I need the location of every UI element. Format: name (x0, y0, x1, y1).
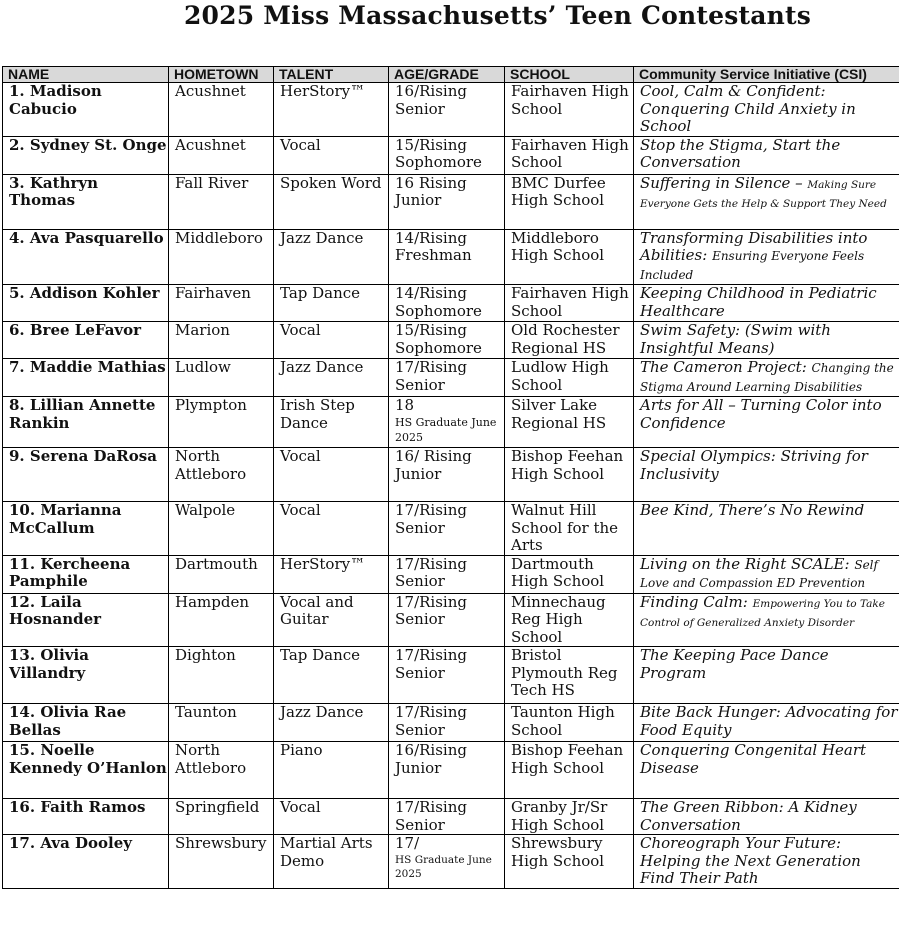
header-talent: TALENT (274, 67, 389, 83)
cell-name: 2. Sydney St. Onge (3, 136, 169, 174)
cell-school: Middleboro High School (505, 229, 634, 285)
cell-talent: Jazz Dance (274, 704, 389, 742)
cell-school: Fairhaven High School (505, 285, 634, 322)
cell-name: 1. Madison Cabucio (3, 83, 169, 137)
cell-name: 5. Addison Kohler (3, 285, 169, 322)
table-row (3, 397, 899, 448)
age-value: 17/ (395, 834, 420, 852)
age-note: HS Graduate June 2025 (395, 415, 497, 444)
cell-talent: HerStory™ (274, 83, 389, 137)
cell-csi: Bite Back Hunger: Advocating for Food Equity (634, 704, 899, 742)
cell-age-grade: 16 Rising Junior (389, 174, 505, 229)
cell-age-grade (389, 397, 505, 448)
age-value: 18 (395, 396, 415, 414)
cell-csi: Stop the Stigma, Start the Conversation (634, 136, 899, 174)
cell-talent: Tap Dance (274, 285, 389, 322)
cell-age-grade (389, 835, 505, 889)
cell-name: 7. Maddie Mathias (3, 359, 169, 397)
table-row (3, 285, 899, 322)
cell-age-grade: 17/Rising Senior (389, 799, 505, 835)
table-row (3, 742, 899, 799)
cell-school: Bishop Feehan High School (505, 742, 634, 799)
table-row (3, 448, 899, 502)
table-row (3, 83, 899, 137)
cell-csi: Swim Safety: (Swim with Insightful Means) (634, 322, 899, 359)
cell-hometown: North Attleboro (169, 448, 274, 502)
cell-name: 16. Faith Ramos (3, 799, 169, 835)
table-row (3, 799, 899, 835)
page-title: 2025 Miss Massachusetts’ Teen Contestants (183, 1, 812, 30)
cell-name: 9. Serena DaRosa (3, 448, 169, 502)
header-age-grade: AGE/GRADE (389, 67, 505, 83)
cell-name: 17. Ava Dooley (3, 835, 169, 889)
cell-age-grade: 16/Rising Junior (389, 742, 505, 799)
table-row (3, 835, 899, 889)
table-header-row (3, 67, 899, 83)
cell-talent: Piano (274, 742, 389, 799)
cell-age-grade: 15/Rising Sophomore (389, 322, 505, 359)
cell-school: Granby Jr/Sr High School (505, 799, 634, 835)
cell-talent: Jazz Dance (274, 359, 389, 397)
cell-talent: Vocal (274, 448, 389, 502)
table-row (3, 322, 899, 359)
cell-talent: Tap Dance (274, 647, 389, 704)
cell-talent: Irish Step Dance (274, 397, 389, 448)
cell-csi (634, 174, 899, 229)
table-row (3, 136, 899, 174)
cell-csi: Arts for All – Turning Color into Confidence (634, 397, 899, 448)
cell-hometown: Middleboro (169, 229, 274, 285)
header-csi: Community Service Initiative (CSI) (634, 67, 899, 83)
cell-name: 15. Noelle Kennedy O’Hanlon (3, 742, 169, 799)
cell-csi: Special Olympics: Striving for Inclusivity (634, 448, 899, 502)
csi-detail: Empowering You to Take Control of Generalized Anxiety Disorder (640, 597, 885, 629)
table-row (3, 174, 899, 229)
cell-talent: HerStory™ (274, 555, 389, 593)
cell-school: Minnechaug Reg High School (505, 593, 634, 647)
table-row (3, 229, 899, 285)
cell-hometown: Acushnet (169, 83, 274, 137)
cell-hometown: Springfield (169, 799, 274, 835)
cell-talent: Vocal (274, 136, 389, 174)
cell-talent: Vocal (274, 502, 389, 556)
csi-main: The Cameron Project: (640, 358, 807, 376)
cell-age-grade: 17/Rising Senior (389, 704, 505, 742)
cell-age-grade: 17/Rising Senior (389, 647, 505, 704)
csi-main: Transforming Disabilities into Abilities: (640, 229, 868, 264)
table-row (3, 647, 899, 704)
cell-school: Bristol Plymouth Reg Tech HS (505, 647, 634, 704)
cell-csi: Keeping Childhood in Pediatric Healthcare (634, 285, 899, 322)
cell-name: 10. Marianna McCallum (3, 502, 169, 556)
csi-detail: Making Sure Everyone Gets the Help & Support They Need (640, 178, 887, 210)
cell-name: 3. Kathryn Thomas (3, 174, 169, 229)
cell-school: Bishop Feehan High School (505, 448, 634, 502)
cell-talent: Vocal and Guitar (274, 593, 389, 647)
cell-age-grade: 14/Rising Freshman (389, 229, 505, 285)
cell-school: Fairhaven High School (505, 136, 634, 174)
cell-age-grade: 17/Rising Senior (389, 502, 505, 556)
cell-hometown: Hampden (169, 593, 274, 647)
cell-hometown: Fairhaven (169, 285, 274, 322)
header-school: SCHOOL (505, 67, 634, 83)
cell-csi (634, 555, 899, 593)
cell-school: Silver Lake Regional HS (505, 397, 634, 448)
cell-name: 13. Olivia Villandry (3, 647, 169, 704)
contestants-table (2, 66, 899, 889)
cell-age-grade: 15/Rising Sophomore (389, 136, 505, 174)
table-row (3, 593, 899, 647)
cell-age-grade: 17/Rising Senior (389, 593, 505, 647)
csi-main: Living on the Right SCALE: (640, 555, 850, 573)
cell-hometown: Dighton (169, 647, 274, 704)
csi-detail: Changing the Stigma Around Learning Disabilities (640, 361, 894, 394)
cell-school: Dartmouth High School (505, 555, 634, 593)
cell-age-grade: 16/Rising Senior (389, 83, 505, 137)
csi-detail: Ensuring Everyone Feels Included (640, 249, 865, 282)
cell-name: 14. Olivia Rae Bellas (3, 704, 169, 742)
cell-csi: Conquering Congenital Heart Disease (634, 742, 899, 799)
cell-csi (634, 359, 899, 397)
cell-age-grade: 17/Rising Senior (389, 359, 505, 397)
cell-name: 8. Lillian Annette Rankin (3, 397, 169, 448)
cell-age-grade: 16/ Rising Junior (389, 448, 505, 502)
cell-age-grade: 14/Rising Sophomore (389, 285, 505, 322)
cell-csi (634, 593, 899, 647)
cell-school: Old Rochester Regional HS (505, 322, 634, 359)
header-hometown: HOMETOWN (169, 67, 274, 83)
cell-hometown: Marion (169, 322, 274, 359)
cell-csi: The Green Ribbon: A Kidney Conversation (634, 799, 899, 835)
cell-school: Shrewsbury High School (505, 835, 634, 889)
cell-csi (634, 229, 899, 285)
cell-name: 12. Laila Hosnander (3, 593, 169, 647)
table-row (3, 555, 899, 593)
cell-school: Fairhaven High School (505, 83, 634, 137)
cell-name: 11. Kercheena Pamphile (3, 555, 169, 593)
csi-main: Finding Calm: (640, 593, 748, 611)
cell-hometown: Ludlow (169, 359, 274, 397)
cell-talent: Spoken Word (274, 174, 389, 229)
cell-age-grade: 17/Rising Senior (389, 555, 505, 593)
cell-name: 6. Bree LeFavor (3, 322, 169, 359)
age-note: HS Graduate June 2025 (395, 853, 492, 880)
table-row (3, 502, 899, 556)
header-name: NAME (3, 67, 169, 83)
cell-school: Ludlow High School (505, 359, 634, 397)
cell-csi: Cool, Calm & Confident: Conquering Child Anxiety in School (634, 83, 899, 137)
cell-talent: Martial Arts Demo (274, 835, 389, 889)
cell-hometown: North Attleboro (169, 742, 274, 799)
table-row (3, 704, 899, 742)
cell-hometown: Acushnet (169, 136, 274, 174)
csi-detail: Self Love and Compassion ED Prevention (640, 557, 878, 590)
table-row (3, 359, 899, 397)
cell-name: 4. Ava Pasquarello (3, 229, 169, 285)
cell-hometown: Shrewsbury (169, 835, 274, 889)
cell-csi: Bee Kind, There’s No Rewind (634, 502, 899, 556)
cell-csi: The Keeping Pace Dance Program (634, 647, 899, 704)
cell-hometown: Walpole (169, 502, 274, 556)
cell-hometown: Taunton (169, 704, 274, 742)
cell-talent: Jazz Dance (274, 229, 389, 285)
cell-school: Taunton High School (505, 704, 634, 742)
cell-school: Walnut Hill School for the Arts (505, 502, 634, 556)
cell-hometown: Plympton (169, 397, 274, 448)
cell-talent: Vocal (274, 322, 389, 359)
cell-talent: Vocal (274, 799, 389, 835)
cell-hometown: Fall River (169, 174, 274, 229)
cell-hometown: Dartmouth (169, 555, 274, 593)
csi-main: Suffering in Silence – (640, 174, 803, 192)
cell-school: BMC Durfee High School (505, 174, 634, 229)
cell-csi: Choreograph Your Future: Helping the Next Generation Find Their Path (634, 835, 899, 889)
